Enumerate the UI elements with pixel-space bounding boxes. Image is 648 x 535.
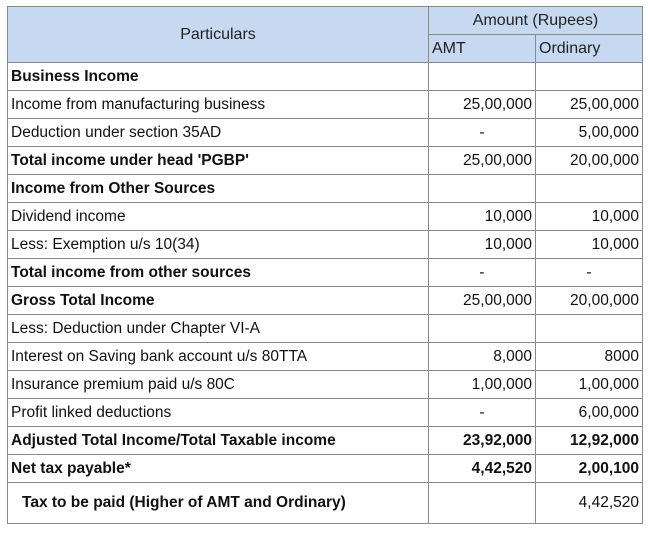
amt-value <box>429 315 536 343</box>
ordinary-value: 2,00,100 <box>536 455 643 483</box>
row-label: Less: Deduction under Chapter VI-A <box>8 315 429 343</box>
row-label: Net tax payable* <box>8 455 429 483</box>
particulars-header: Particulars <box>8 7 429 63</box>
ordinary-value: 1,00,000 <box>536 371 643 399</box>
ordinary-value: 5,00,000 <box>536 119 643 147</box>
amt-column-header: AMT <box>429 35 536 63</box>
amt-value: 25,00,000 <box>429 147 536 175</box>
amt-value: - <box>429 399 536 427</box>
final-row <box>8 483 643 524</box>
table-row <box>8 119 643 147</box>
row-label: Business Income <box>8 63 429 91</box>
table-row <box>8 63 643 91</box>
row-label: Total income from other sources <box>8 259 429 287</box>
table-row <box>8 175 643 203</box>
ordinary-value: 20,00,000 <box>536 147 643 175</box>
table-row <box>8 371 643 399</box>
table-row <box>8 259 643 287</box>
amt-value: - <box>429 259 536 287</box>
amount-header: Amount (Rupees) <box>429 7 643 35</box>
amt-value: 25,00,000 <box>429 91 536 119</box>
amt-value <box>429 175 536 203</box>
ordinary-value: 10,000 <box>536 231 643 259</box>
table-body <box>8 7 643 524</box>
amt-value: 23,92,000 <box>429 427 536 455</box>
header-row-1 <box>8 7 643 35</box>
ordinary-value: - <box>536 259 643 287</box>
table-row <box>8 315 643 343</box>
amt-value: 1,00,000 <box>429 371 536 399</box>
table-row <box>8 427 643 455</box>
table-row <box>8 203 643 231</box>
row-label: Total income under head 'PGBP' <box>8 147 429 175</box>
amt-value <box>429 63 536 91</box>
table-row <box>8 147 643 175</box>
ordinary-value: 20,00,000 <box>536 287 643 315</box>
table-row <box>8 287 643 315</box>
tax-comparison-table <box>7 6 643 524</box>
table-row <box>8 455 643 483</box>
ordinary-value: 12,92,000 <box>536 427 643 455</box>
row-label: Insurance premium paid u/s 80C <box>8 371 429 399</box>
ordinary-value: 25,00,000 <box>536 91 643 119</box>
row-label: Interest on Saving bank account u/s 80TTA <box>8 343 429 371</box>
final-empty-cell <box>429 483 536 524</box>
table-row <box>8 343 643 371</box>
row-label: Gross Total Income <box>8 287 429 315</box>
row-label: Income from Other Sources <box>8 175 429 203</box>
row-label: Income from manufacturing business <box>8 91 429 119</box>
amt-value: 10,000 <box>429 203 536 231</box>
row-label: Profit linked deductions <box>8 399 429 427</box>
amt-value: 4,42,520 <box>429 455 536 483</box>
amt-value: 25,00,000 <box>429 287 536 315</box>
ordinary-value: 8000 <box>536 343 643 371</box>
table-row <box>8 231 643 259</box>
ordinary-value <box>536 315 643 343</box>
ordinary-value: 6,00,000 <box>536 399 643 427</box>
tax-comparison-table-wrapper <box>7 6 643 524</box>
table-row <box>8 91 643 119</box>
amt-value: 8,000 <box>429 343 536 371</box>
ordinary-value: 10,000 <box>536 203 643 231</box>
final-label: Tax to be paid (Higher of AMT and Ordinary) <box>8 483 429 524</box>
ordinary-column-header: Ordinary <box>536 35 643 63</box>
table-row <box>8 399 643 427</box>
final-value: 4,42,520 <box>536 483 643 524</box>
row-label: Adjusted Total Income/Total Taxable income <box>8 427 429 455</box>
amt-value: 10,000 <box>429 231 536 259</box>
amt-value: - <box>429 119 536 147</box>
ordinary-value <box>536 63 643 91</box>
ordinary-value <box>536 175 643 203</box>
row-label: Less: Exemption u/s 10(34) <box>8 231 429 259</box>
row-label: Dividend income <box>8 203 429 231</box>
row-label: Deduction under section 35AD <box>8 119 429 147</box>
